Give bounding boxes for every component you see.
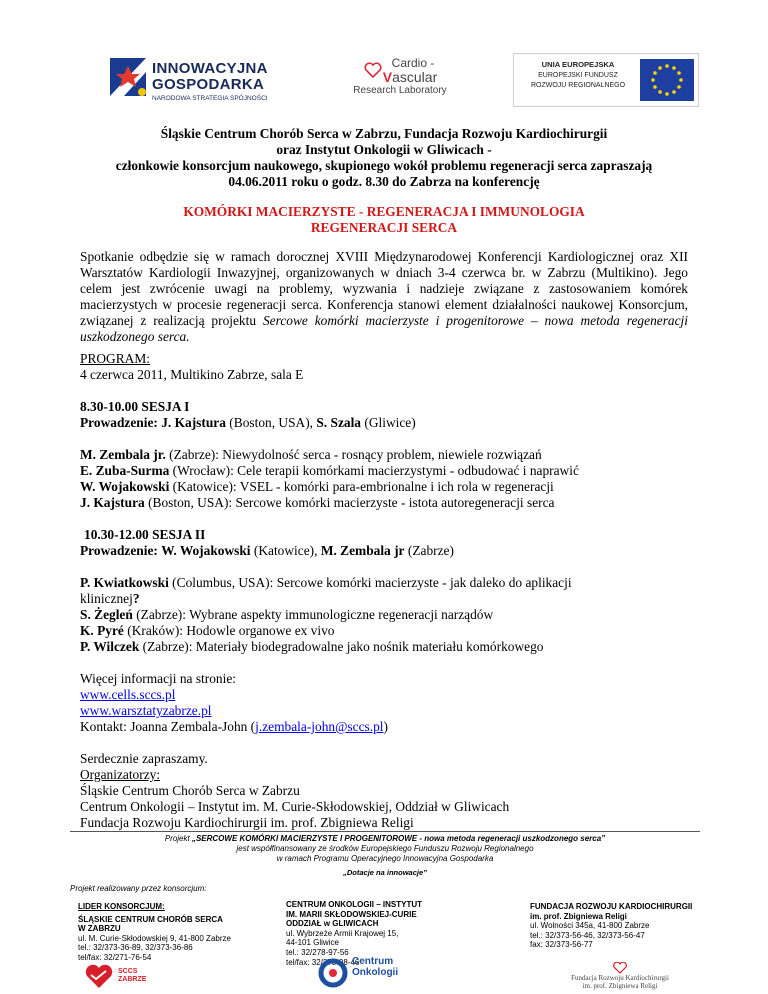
- talk-title: (Wrocław): Cele terapii komórkami macierzystymi - odbudować i naprawić: [172, 463, 579, 478]
- onco-address-2: 44-101 Gliwice: [286, 938, 339, 948]
- innowacyjna-gospodarka-logo: [108, 52, 308, 104]
- ig-star-icon: [108, 52, 152, 104]
- eu-fund-logo: [513, 53, 699, 107]
- cv-line3: Research Laboratory: [353, 85, 447, 96]
- contact-line: [80, 719, 388, 735]
- warsztaty-website-link[interactable]: www.warsztatyzabrze.pl: [80, 703, 212, 718]
- sccs-logo: [84, 962, 148, 992]
- sccs-heart-icon: [84, 962, 114, 990]
- onkologia-logo: [318, 950, 438, 992]
- closing-invite: Serdecznie zapraszamy.: [80, 751, 208, 766]
- speaker-name: K. Pyré: [80, 623, 124, 638]
- conference-title: [80, 204, 688, 236]
- leader-fax: tel/fax: 32/271-76-54: [78, 952, 152, 962]
- footer-separator: [70, 831, 700, 832]
- frk-heart-icon: [612, 962, 628, 974]
- project-prefix: Projekt: [164, 834, 192, 843]
- leader-tel: tel.: 32/373-36-89, 32/373-36-86: [78, 943, 193, 953]
- project-program: w ramach Programu Operacyjnego Innowacyjna Gospodarka: [276, 854, 494, 863]
- session2-talk-1-cont: [80, 591, 140, 607]
- intro-line-1: Śląskie Centrum Chorób Serca w Zabrzu, Fundacja Rozwoju Kardiochirurgii: [160, 126, 608, 141]
- talk-title: (Zabrze): Niewydolność serca - rosnący problem, niewiele rozwiązań: [169, 447, 542, 462]
- project-title: „SERCOWE KOMÓRKI MACIERZYSTE I PROGENITOROWE - nowa metoda regeneracji uszkodzonego serca”: [191, 834, 606, 843]
- description-paragraph: [80, 249, 688, 345]
- session2-time: 10.30-12.00 SESJA II: [84, 527, 206, 542]
- talk-title-q: ?: [132, 591, 140, 606]
- talk-title: (Boston, USA): Sercowe komórki macierzyste - istota autoregeneracji serca: [148, 495, 555, 510]
- program-place: 4 czerwca 2011, Multikino Zabrze, sala E: [80, 367, 304, 382]
- onco-name-2: IM. MARII SKŁODOWSKIEJ-CURIE: [286, 909, 417, 919]
- cv-line2: ascular: [392, 69, 438, 85]
- intro-line-2: oraz Instytut Onkologii w Gliwicach -: [276, 142, 492, 157]
- session1-talk-1: [80, 447, 542, 463]
- onco-name-3: ODDZIAŁ w GLIWICACH: [286, 919, 379, 929]
- speaker-name: E. Zuba-Surma: [80, 463, 170, 478]
- contact-email-link[interactable]: j.zembala-john@sccs.pl: [255, 719, 384, 734]
- session2-chair1: W. Wojakowski: [161, 543, 251, 558]
- session1-time: 8.30-10.00 SESJA I: [80, 399, 190, 414]
- session1-talk-3: [80, 479, 554, 495]
- session1-chair2-aff: (Gliwice): [364, 415, 416, 430]
- speaker-name: S. Żegleń: [80, 607, 133, 622]
- intro-line-3: członkowie konsorcjum naukowego, skupionego wokół problemu regeneracji serca zapraszają: [115, 158, 653, 173]
- onko-logo-1: Centrum: [352, 956, 394, 967]
- ig-title-2: GOSPODARKA: [152, 76, 265, 93]
- organizer-1: Śląskie Centrum Chorób Serca w Zabrzu: [80, 783, 300, 798]
- frk-logo: [540, 962, 700, 990]
- project-info: [70, 834, 700, 864]
- session2-talk-4: [80, 639, 543, 655]
- talk-title: (Kraków): Hodowle organowe ex vivo: [127, 623, 335, 638]
- session2-chair-label: Prowadzenie:: [80, 543, 158, 558]
- session1-chair1-aff: (Boston, USA),: [229, 415, 313, 430]
- contact-suffix: ): [383, 719, 388, 734]
- talk-title: (Zabrze): Materiały biodegradowalne jako nośnik materiału komórkowego: [142, 639, 544, 654]
- leader-name-2: W ZABRZU: [78, 924, 121, 934]
- session1-talk-2: [80, 463, 579, 479]
- frk-logo-2: im. prof. Zbigniewa Religi: [582, 982, 658, 990]
- cardiovascular-logo: Cardio - Vascular Research Laboratory: [350, 57, 450, 103]
- speaker-name: P. Kwiatkowski: [80, 575, 169, 590]
- session1-talk-4: [80, 495, 555, 511]
- frk-fax: fax: 32/373-56-77: [530, 940, 593, 950]
- ue-line3: ROZWOJU REGIONALNEGO: [530, 82, 626, 89]
- organizer-3: Fundacja Rozwoju Kardiochirurgii im. prof. Zbigniewa Religi: [80, 815, 414, 830]
- session2-talk-2: [80, 607, 493, 623]
- eu-flag-icon: [640, 59, 694, 101]
- leader-label: LIDER KONSORCJUM:: [78, 902, 165, 911]
- sccs-logo-text: SCCS ZABRZE: [118, 968, 147, 983]
- organizer-2: Centrum Onkologii – Instytut im. M. Curie-Skłodowskiej, Oddział w Gliwicach: [80, 799, 510, 814]
- paragraph-text: Spotkanie odbędzie się w ramach dorocznej XVIII Międzynarodowej Konferencji Kardiologicznej oraz XII Warsztatów Kardiologii Inwazyjnej, organizowanych w dniach 3-4 czerwca br. w Zabrzu (Multikino). Jego celem jest zwrócenie uwagi na problemy, wyzwania i nadzieje związane z zastosowaniem komórek macierzystych w procesie regeneracji serca. Konferencja stanowi element działalności naukowej Konsorcjum, związanej z realizacją projektu: [80, 249, 688, 328]
- onco-address-1: ul. Wybrzeże Armii Krajowej 15,: [286, 928, 399, 938]
- frk-name-1: FUNDACJA ROZWOJU KARDIOCHIRURGII: [530, 902, 693, 911]
- heart-icon: [364, 62, 382, 78]
- onco-tel: tel.: 32/278-97-56: [286, 947, 349, 957]
- project-funding: jest współfinansowany ze środków Europejskiego Funduszu Rozwoju Regionalnego: [236, 844, 534, 853]
- speaker-name: W. Wojakowski: [80, 479, 170, 494]
- intro-line-4: 04.06.2011 roku o godz. 8.30 do Zabrza na konferencję: [228, 174, 540, 189]
- project-name: Sercowe komórki macierzyste i progenitorowe – nowa metoda regeneracji uszkodzonego serca.: [80, 313, 688, 344]
- session2-chair2: M. Zembala jr: [320, 543, 405, 558]
- frk-logo-1: Fundacja Rozwoju Kardiochirurgii: [571, 974, 669, 982]
- consortium-leader: [78, 902, 258, 963]
- speaker-name: J. Kajstura: [80, 495, 145, 510]
- session1-chairs: [80, 415, 416, 431]
- onco-name-1: CENTRUM ONKOLOGII – INSTYTUT: [286, 900, 422, 909]
- session1-chair1: J. Kajstura: [161, 415, 226, 430]
- consortium-label: Projekt realizowany przez konsorcjum:: [70, 884, 207, 893]
- frk-address: ul. Wolności 345a, 41-800 Zabrze: [530, 921, 650, 931]
- cells-website-link[interactable]: www.cells.sccs.pl: [80, 687, 176, 702]
- leader-address: ul. M. Curie-Skłodowskiej 9, 41-800 Zabrze: [78, 933, 231, 943]
- talk-title: (Columbus, USA): Sercowe komórki macierzyste - jak daleko do aplikacji: [172, 575, 572, 590]
- session2-talk-3: [80, 623, 335, 639]
- talk-title: (Katowice): VSEL - komórki para-embrionalne i ich rola w regeneracji: [172, 479, 554, 494]
- frk-name-2: im. prof. Zbigniewa Religi: [530, 911, 627, 921]
- onko-logo-2: Onkologii: [352, 967, 399, 978]
- session2-chair1-aff: (Katowice),: [253, 543, 318, 558]
- session2-chair2-aff: (Zabrze): [407, 543, 454, 558]
- session2-chairs: [80, 543, 454, 559]
- ig-title-1: INNOWACYJNA: [152, 60, 268, 77]
- speaker-name: P. Wilczek: [80, 639, 140, 654]
- session2-talk-1: [80, 575, 572, 591]
- talk-title: (Zabrze): Wybrane aspekty immunologiczne regeneracji narządów: [136, 607, 494, 622]
- onkologia-circle-icon: [318, 958, 348, 988]
- session1-chair2: S. Szala: [316, 415, 362, 430]
- info-label: Więcej informacji na stronie:: [80, 671, 236, 686]
- talk-title-cont: klinicznej: [80, 591, 133, 606]
- frk-tel: tel.: 32/373-56-46, 32/373-56-47: [530, 930, 645, 940]
- ue-line1: UNIA EUROPEJSKA: [541, 60, 615, 69]
- leader-name-1: ŚLĄSKIE CENTRUM CHORÓB SERCA: [78, 914, 223, 924]
- consortium-member-foundation: [530, 902, 710, 950]
- cv-line1: Cardio -: [391, 56, 435, 70]
- session1-chair-label: Prowadzenie:: [80, 415, 158, 430]
- ue-line2: EUROPEJSKI FUNDUSZ: [538, 72, 618, 79]
- program-label: PROGRAM:: [80, 351, 150, 366]
- ig-subtitle: NARODOWA STRATEGIA SPÓJNOŚCI: [152, 95, 268, 102]
- invitation-intro: [80, 126, 688, 190]
- speaker-name: M. Zembala jr.: [80, 447, 166, 462]
- contact-prefix: Kontakt: Joanna Zembala-John (: [80, 719, 256, 734]
- dotacje-label: „Dotacje na innowacje”: [343, 868, 427, 877]
- title-line-1: KOMÓRKI MACIERZYSTE - REGENERACJA I IMMUNOLOGIA: [183, 204, 585, 219]
- organizers-label: Organizatorzy:: [80, 767, 161, 782]
- onco-fax: tel/fax: 32/278-98-46: [286, 957, 360, 967]
- title-line-2: REGENERACJI SERCA: [310, 220, 458, 235]
